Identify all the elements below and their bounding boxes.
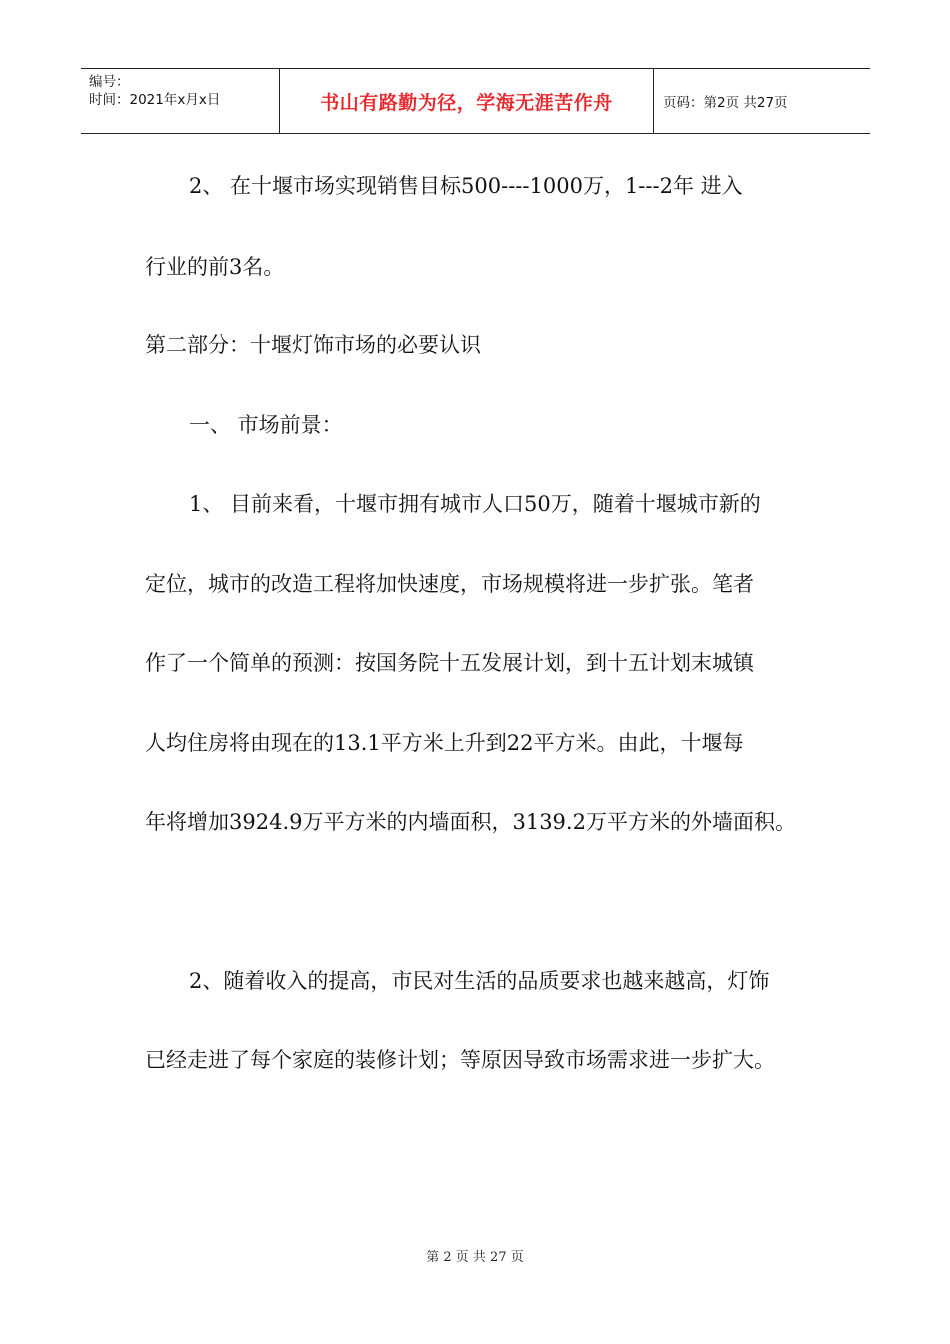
paragraph-2-line-2: 已经走进了每个家庭的装修计划；等原因导致市场需求进一步扩大。 — [145, 1048, 775, 1072]
paragraph-1-line-4: 人均住房将由现在的13.1平方米上升到22平方米。由此，十堰每 — [145, 731, 744, 755]
paragraph-1-line-2: 定位，城市的改造工程将加快速度，市场规模将进一步扩张。笔者 — [145, 572, 754, 596]
page-header — [81, 68, 870, 134]
section-heading-part-two: 第二部分：十堰灯饰市场的必要认识 — [145, 333, 481, 357]
subheading-market-outlook: 一、 市场前景： — [189, 413, 343, 437]
page-footer: 第 2 页 共 27 页 — [426, 1250, 524, 1265]
document-number-label: 编号： — [89, 74, 130, 90]
document-date: 时间：2021年x月x日 — [89, 92, 221, 108]
header-page-info: 页码：第2页 共27页 — [663, 95, 788, 111]
paragraph-1-line-5: 年将增加3924.9万平方米的内墙面积，3139.2万平方米的外墙面积。 — [145, 810, 796, 834]
header-motto: 书山有路勤为径，学海无涯苦作舟 — [280, 69, 654, 133]
paragraph-2-line-1: 2、随着收入的提高，市民对生活的品质要求也越来越高，灯饰 — [189, 969, 770, 993]
paragraph-goal-2-line-2: 行业的前3名。 — [145, 255, 285, 279]
paragraph-1-line-1: 1、 目前来看，十堰市拥有城市人口50万，随着十堰城市新的 — [189, 492, 761, 516]
paragraph-1-line-3: 作了一个简单的预测：按国务院十五发展计划，到十五计划末城镇 — [145, 651, 754, 675]
paragraph-goal-2-line-1: 2、 在十堰市场实现销售目标500----1000万，1---2年 进入 — [189, 174, 743, 198]
header-meta — [81, 69, 280, 133]
